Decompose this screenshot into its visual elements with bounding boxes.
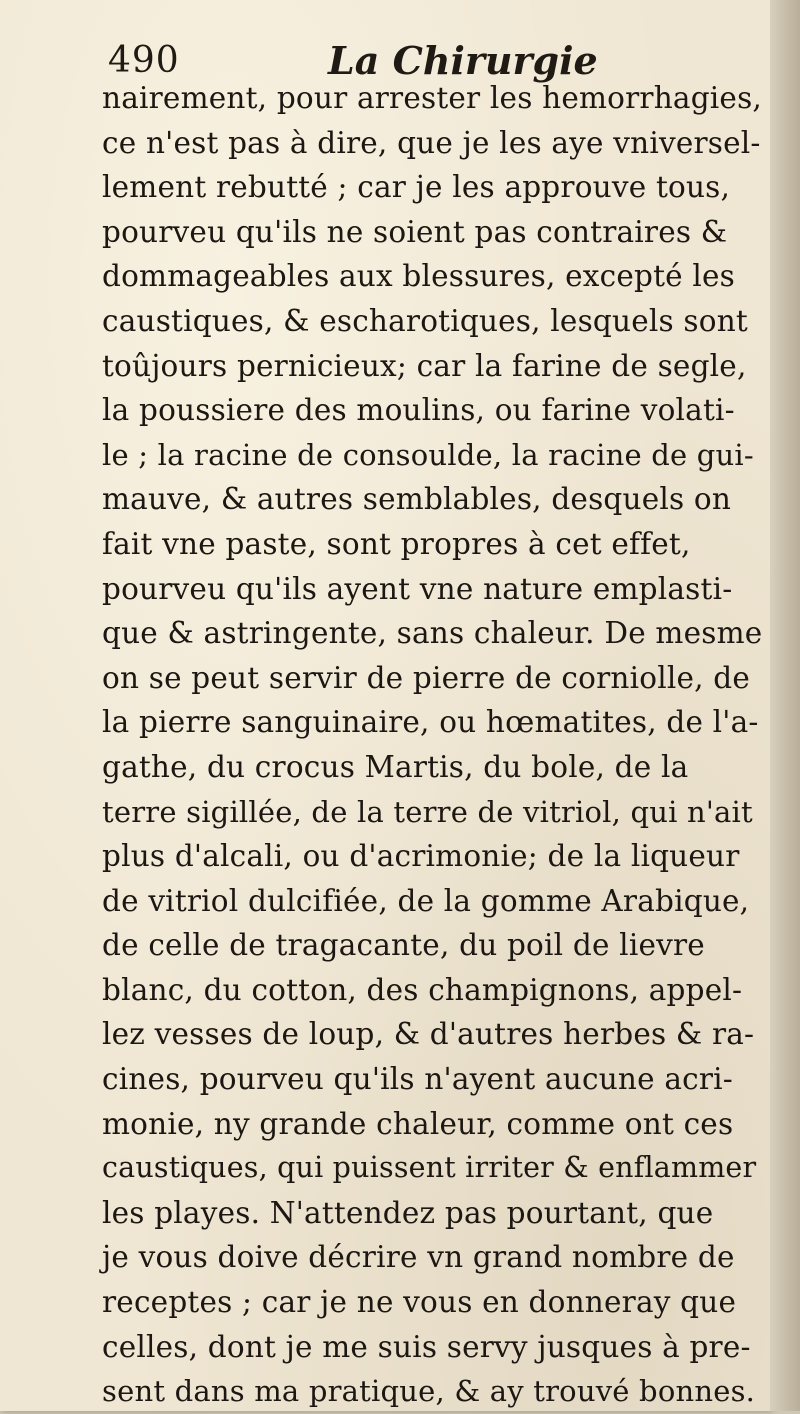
text-line: sent dans ma pratique, & ay trouvé bonnes. xyxy=(102,1374,756,1409)
text-line: mauve, & autres semblables, desquels on xyxy=(102,482,732,517)
text-line: caustiques, qui puissent irriter & enflammer xyxy=(102,1151,757,1185)
text-line: la poussiere des moulins, ou farine volati- xyxy=(102,393,735,428)
text-line: le ; la racine de consoulde, la racine de gui- xyxy=(102,437,754,472)
text-line: monie, ny grande chaleur, comme ont ces xyxy=(102,1106,734,1141)
text-line: lement rebutté ; car je les approuve tous, xyxy=(102,170,731,205)
text-line: de vitriol dulcifiée, de la gomme Arabique, xyxy=(102,883,750,918)
text-line: plus d'alcali, ou d'acrimonie; de la liqueur xyxy=(102,839,740,874)
text-line: pourveu qu'ils ne soient pas contraires & xyxy=(102,214,728,249)
text-line: nairement, pour arrester les hemorrhagies, xyxy=(102,81,763,115)
text-line: les playes. N'attendez pas pourtant, que xyxy=(102,1195,714,1230)
body-text xyxy=(102,76,762,1414)
text-line: pourveu qu'ils ayent vne nature emplasti- xyxy=(102,571,733,606)
text-line: la pierre sanguinaire, ou hœmatites, de l'a- xyxy=(102,705,759,740)
text-line: cines, pourveu qu'ils n'ayent aucune acri- xyxy=(102,1062,733,1097)
text-line: blanc, du cotton, des champignons, appel- xyxy=(102,972,743,1007)
text-line: lez vesses de loup, & d'autres herbes & ra- xyxy=(102,1017,755,1052)
text-line: caustiques, & escharotiques, lesquels sont xyxy=(102,303,748,338)
text-line: je vous doive décrire vn grand nombre de xyxy=(102,1240,735,1275)
text-line: gathe, du crocus Martis, du bole, de la xyxy=(102,749,689,784)
text-line: que & astringente, sans chaleur. De mesme xyxy=(102,616,763,651)
text-line: toûjours pernicieux; car la farine de segle, xyxy=(102,348,747,383)
text-line: celles, dont je me suis servy jusques à pre- xyxy=(102,1329,751,1364)
text-line: de celle de tragacante, du poil de lievre xyxy=(102,928,705,963)
page-edge xyxy=(770,0,800,1411)
text-line: receptes ; car je ne vous en donneray que xyxy=(102,1285,737,1320)
text-line: dommageables aux blessures, excepté les xyxy=(102,259,735,294)
text-line: fait vne paste, sont propres à cet effet, xyxy=(102,526,691,561)
text-line: on se peut servir de pierre de corniolle, de xyxy=(102,660,751,695)
text-line: ce n'est pas à dire, que je les aye vniversel- xyxy=(102,125,761,160)
page-number: 490 xyxy=(108,40,180,81)
text-line: terre sigillée, de la terre de vitriol, qui n'ait xyxy=(102,794,753,829)
running-head: La Chirurgie xyxy=(328,38,598,83)
